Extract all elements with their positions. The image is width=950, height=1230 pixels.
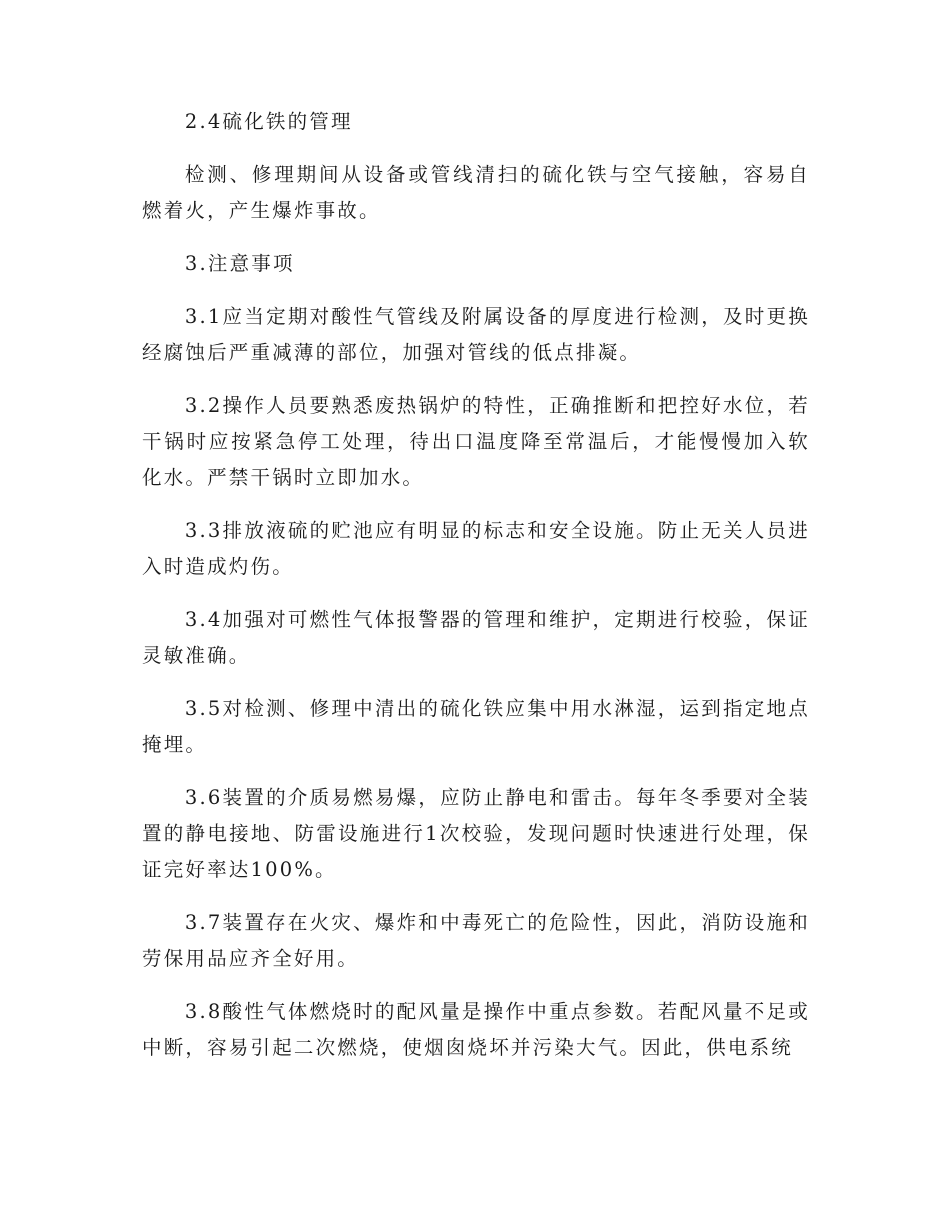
paragraph-3-8: 3.8酸性气体燃烧时的配风量是操作中重点参数。若配风量不足或中断，容易引起二次燃烧，使烟囱烧坏并污染大气。因此，供电系统 bbox=[142, 1000, 810, 1059]
paragraph-2-4: 检测、修理期间从设备或管线清扫的硫化铁与空气接触，容易自燃着火，产生爆炸事故。 bbox=[142, 163, 810, 222]
paragraph-3-2: 3.2操作人员要熟悉废热锅炉的特性，正确推断和把控好水位，若干锅时应按紧急停工处理，待出口温度降至常温后，才能慢慢加入软化水。严禁干锅时立即加水。 bbox=[142, 394, 810, 489]
document-body bbox=[142, 104, 810, 1083]
paragraph-3-5: 3.5对检测、修理中清出的硫化铁应集中用水淋湿，运到指定地点掩埋。 bbox=[142, 697, 810, 756]
section-heading-2-4: 2.4硫化铁的管理 bbox=[184, 110, 353, 133]
paragraph-3-1: 3.1应当定期对酸性气管线及附属设备的厚度进行检测，及时更换经腐蚀后严重减薄的部位，加强对管线的低点排凝。 bbox=[142, 305, 810, 364]
paragraph-3-4: 3.4加强对可燃性气体报警器的管理和维护，定期进行校验，保证灵敏准确。 bbox=[142, 608, 810, 667]
paragraph-3-6: 3.6装置的介质易燃易爆，应防止静电和雷击。每年冬季要对全装置的静电接地、防雷设施进行1次校验，发现问题时快速进行处理，保证完好率达100%。 bbox=[142, 786, 810, 881]
paragraph-3-7: 3.7装置存在火灾、爆炸和中毒死亡的危险性，因此，消防设施和劳保用品应齐全好用。 bbox=[142, 911, 810, 970]
section-heading-3: 3.注意事项 bbox=[184, 252, 295, 275]
paragraph-3-3: 3.3排放液硫的贮池应有明显的标志和安全设施。防止无关人员进入时造成灼伤。 bbox=[142, 519, 810, 578]
